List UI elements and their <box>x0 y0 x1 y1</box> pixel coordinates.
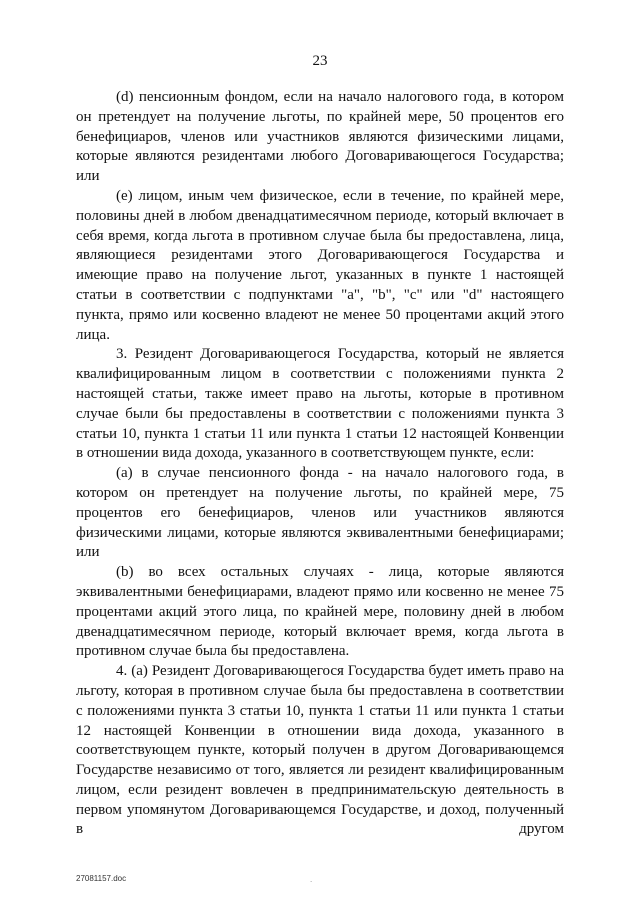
footer-dot: . <box>310 875 313 884</box>
footer-doc-id: 27081157.doc <box>76 874 127 883</box>
document-body <box>76 88 564 840</box>
paragraph-3b: (b) во всех остальных случаях - лица, которые являются эквивалентными бенефициарами, владеют прямо или косвенно не менее 75 процентами акций этого лица, по крайней мере, половину дней в любом двенадцатимесячном периоде, который включает время, когда льгота в противном случае была бы предоставлена. <box>76 564 564 660</box>
page-number: 23 <box>312 53 328 69</box>
paragraph-e: (e) лицом, иным чем физическое, если в течение, по крайней мере, половины дней в любом двенадцатимесячном периоде, который включает в себя время, когда льгота в противном случае была бы предоставлена, лица, являющиеся резидентами этого Договаривающегося Государства и имеющие право на получение льгот, указанных в пункте 1 настоящей статьи в соответствии с подпунктами "a", "b", "c" или "d" настоящего пункта, прямо или косвенно владеют не менее 50 процентами акций этого лица. <box>76 187 564 343</box>
paragraph-4: 4. (a) Резидент Договаривающегося Государства будет иметь право на льготу, которая в противном случае была бы предоставлена в соответствии с положениями пункта 3 статьи 10, пункта 1 статьи 11 или пункта 1 статьи 12 настоящей Конвенции в отношении вида дохода, указанного в соответствующем пункте, который получен в другом Договаривающемся Государстве независимо от того, является ли резидент квалифицированным лицом, если резидент вовлечен в предпринимательскую деятельность в первом упомянутом Договаривающемся Государстве, и доход, полученный в другом <box>76 663 564 838</box>
paragraph-d: (d) пенсионным фондом, если на начало налогового года, в котором он претендует на получение льготы, по крайней мере, 50 процентов его бенефициаров, членов или участников являются физическими лицами, которые являются резидентами любого Договаривающегося Государства; или <box>76 89 564 185</box>
paragraph-3: 3. Резидент Договаривающегося Государства, который не является квалифицированным лицом в соответствии с положениями пункта 2 настоящей статьи, также имеет право на льготы, которые в противном случае были бы предоставлены в соответствии с положениями пункта 3 статьи 10, пункта 1 статьи 11 или пункта 1 статьи 12 настоящей Конвенции в отношении вида дохода, указанного в соответствующем пункте, если: <box>76 346 564 462</box>
paragraph-3a: (a) в случае пенсионного фонда - на начало налогового года, в котором он претендует на получение льготы, по крайней мере, 75 процентов его бенефициаров, членов или участников являются физическими лицами, которые являются эквивалентными бенефициарами; или <box>76 465 564 561</box>
